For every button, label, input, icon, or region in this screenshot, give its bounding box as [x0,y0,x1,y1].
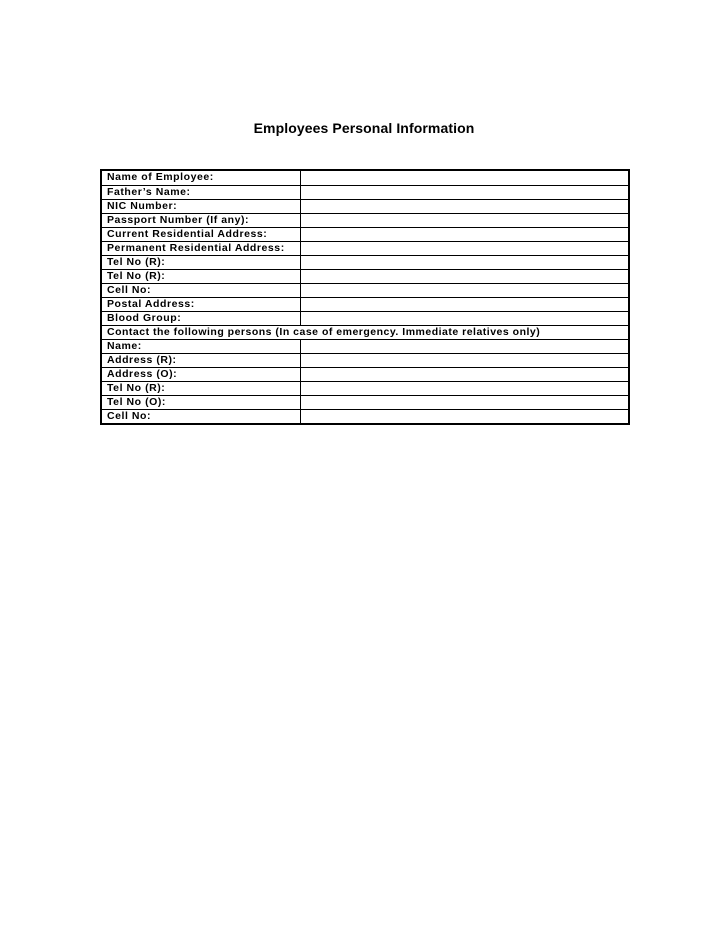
name-of-employee-field[interactable] [300,171,628,185]
form-row-emergency-address-r [102,353,628,367]
emergency-name-field[interactable] [300,340,628,353]
field-label: Name: [107,340,142,352]
field-label: Cell No: [107,284,152,296]
passport-number-field[interactable] [300,214,628,227]
field-label: Tel No (R): [107,382,166,394]
emergency-cell-no-field[interactable] [300,410,628,423]
field-label: Tel No (R): [107,270,166,282]
form-row-passport-number [102,213,628,227]
form-row-fathers-name [102,185,628,199]
nic-number-field[interactable] [300,200,628,213]
form-row-emergency-address-o [102,367,628,381]
emergency-contact-header: Contact the following persons (In case of emergency. Immediate relatives only) [107,326,541,338]
emergency-address-o-field[interactable] [300,368,628,381]
employee-info-table [100,169,630,425]
current-address-field[interactable] [300,228,628,241]
field-label: Current Residential Address: [107,228,268,240]
emergency-tel-r-field[interactable] [300,382,628,395]
blood-group-field[interactable] [300,312,628,325]
field-label: Postal Address: [107,298,195,310]
field-label: Tel No (R): [107,256,166,268]
field-label: Blood Group: [107,312,182,324]
form-row-blood-group [102,311,628,325]
cell-no-field[interactable] [300,284,628,297]
form-row-emergency-name [102,339,628,353]
tel-r-field-2[interactable] [300,270,628,283]
field-label: Father’s Name: [107,186,191,198]
field-label: Address (R): [107,354,177,366]
fathers-name-field[interactable] [300,186,628,199]
tel-r-field[interactable] [300,256,628,269]
emergency-tel-o-field[interactable] [300,396,628,409]
form-row-tel-r-2 [102,269,628,283]
form-row-current-address [102,227,628,241]
form-row-name-of-employee [102,171,628,185]
form-row-emergency-cell-no [102,409,628,423]
page-title: Employees Personal Information [253,120,475,136]
field-label: Passport Number (If any): [107,214,250,226]
form-row-postal-address [102,297,628,311]
field-label: NIC Number: [107,200,178,212]
field-label: Address (O): [107,368,178,380]
emergency-address-r-field[interactable] [300,354,628,367]
postal-address-field[interactable] [300,298,628,311]
form-row-permanent-address [102,241,628,255]
emergency-contact-header-row [102,325,628,339]
form-row-cell-no [102,283,628,297]
field-label: Permanent Residential Address: [107,242,285,254]
field-label: Tel No (O): [107,396,166,408]
field-label: Name of Employee: [107,171,214,183]
field-label: Cell No: [107,410,152,422]
form-row-emergency-tel-o [102,395,628,409]
form-row-emergency-tel-r [102,381,628,395]
form-row-tel-r-1 [102,255,628,269]
form-row-nic-number [102,199,628,213]
permanent-address-field[interactable] [300,242,628,255]
